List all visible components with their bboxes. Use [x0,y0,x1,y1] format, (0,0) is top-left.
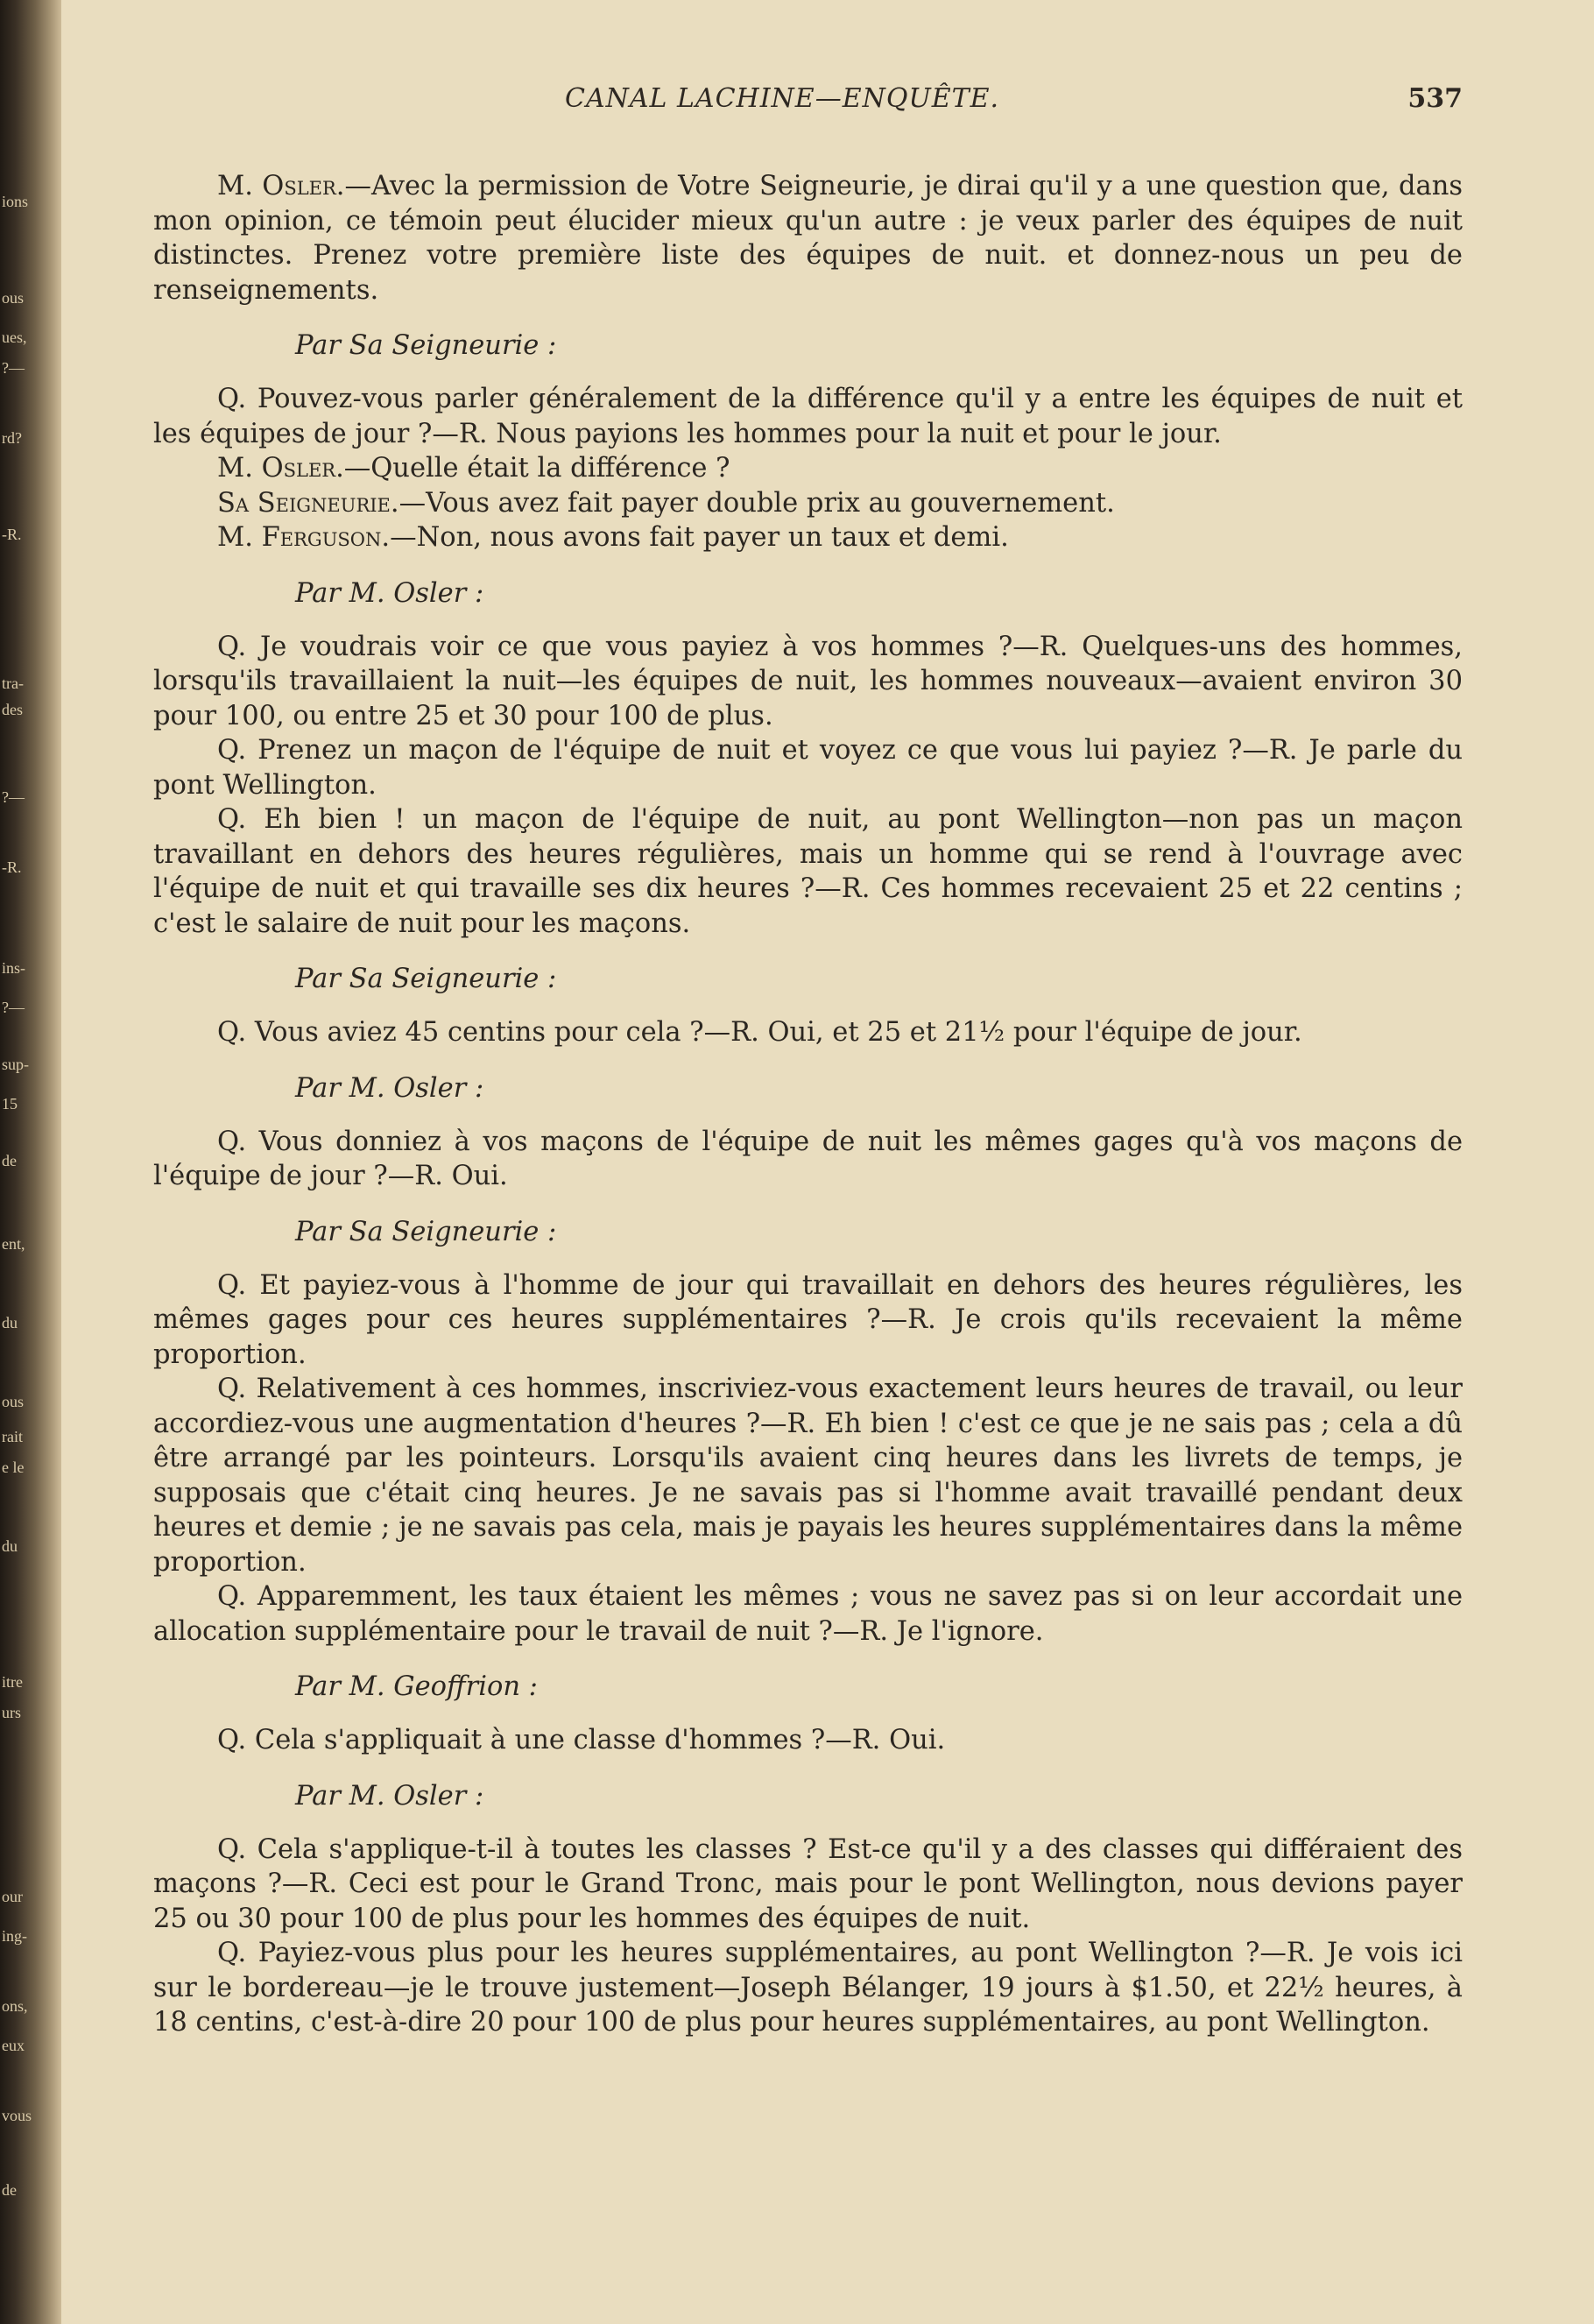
margin-fragment: ons, [2,1997,28,2015]
margin-fragment: ous [2,1393,25,1410]
margin-fragment: urs [2,1704,21,1721]
testimony-paragraph [153,1125,1463,1194]
margin-fragment: ions [2,193,29,210]
margin-fragment: ent, [2,1235,25,1253]
margin-fragment: des [2,701,23,718]
paragraph-text: Q. Cela s'applique-t-il à toutes les classes ? Est-ce qu'il y a des classes qui différaient des maçons ?—R. Ceci est pour le Grand Tronc, mais pour le pont Wellington, nous devions payer 25 ou 30 pour 100 de plus pour les hommes des équipes de nuit. [153,1833,1463,1934]
speaker-name: M. Osler. [217,453,344,484]
margin-fragment: ?— [2,999,25,1016]
paragraph-text: Q. Et payiez-vous à l'homme de jour qui travaillait en dehors des heures régulières, les mêmes gages pour ces heures supplémentaires ?—R. Je crois qu'ils recevaient la même proportion. [153,1269,1463,1370]
margin-fragment: ?— [2,359,25,377]
section-heading: Par M. Osler : [295,1072,484,1104]
testimony-paragraph [153,382,1463,451]
facing-page-fragments [0,0,61,2324]
paragraph-text: Q. Eh bien ! un maçon de l'équipe de nuit, au pont Wellington—non pas un maçon travaillant en dehors des heures régulières, mais un homme qui se rend à l'ouvrage avec l'équipe de nuit et qui travaille ses dix heures ?—R. Ces hommes recevaient 25 et 22 centins ; c'est le salaire de nuit pour les maçons. [153,804,1463,939]
testimony-paragraph [153,1015,1463,1050]
testimony-paragraph [153,169,1463,307]
margin-fragment: ins- [2,959,25,977]
margin-fragment: tra- [2,675,24,692]
margin-fragment: ous [2,289,25,307]
speaker-name: Sa Seigneurie. [217,487,399,519]
paragraph-text: Q. Payiez-vous plus pour les heures supplémentaires, au pont Wellington ?—R. Je vois ici sur le bordereau—je le trouve justement—Joseph Bélanger, 19 jours à $1.50, et 22½ heures, à 18 centins, c'est-à-dire 20 pour 100 de plus pour heures supplémentaires, au pont Wellington. [153,1938,1463,2038]
margin-fragment: eux [2,2037,25,2054]
margin-fragment: ues, [2,328,27,346]
paragraph-text: Q. Vous donniez à vos maçons de l'équipe de nuit les mêmes gages qu'à vos maçons de l'équipe de jour ?—R. Oui. [153,1126,1463,1191]
paragraph-text: Q. Prenez un maçon de l'équipe de nuit et voyez ce que vous lui payiez ?—R. Je parle du pont Wellington. [153,735,1463,801]
margin-fragment: -R. [2,858,22,876]
margin-fragment: ?— [2,788,25,806]
testimony-paragraph [153,1936,1463,2040]
testimony-paragraph [153,1268,1463,1373]
paragraph-text: —Quelle était la différence ? [343,453,730,484]
margin-fragment: de [2,1152,17,1169]
section-heading: Par Sa Seigneurie : [295,1216,557,1247]
testimony-paragraph [153,520,1463,555]
margin-fragment: itre [2,1673,23,1691]
paragraph-text: Q. Cela s'appliquait à une classe d'hommes ?—R. Oui. [217,1725,946,1755]
margin-fragment: rait [2,1428,23,1445]
testimony-paragraph [153,630,1463,734]
section-heading: Par Sa Seigneurie : [295,330,557,361]
testimony-paragraph [153,733,1463,802]
testimony-paragraph [153,451,1463,486]
margin-fragment: our [2,1888,23,1905]
page-body [153,169,1463,2040]
margin-fragment: rd? [2,429,22,447]
margin-fragment: vous [2,2107,32,2124]
section-heading: Par M. Geoffrion : [295,1671,538,1702]
page-header [153,83,1463,136]
margin-fragment: ing- [2,1927,27,1945]
paragraph-text: —Non, nous avons fait payer un taux et demi. [390,522,1009,553]
testimony-paragraph [153,1833,1463,1937]
speaker-name: M. Osler. [217,171,345,201]
testimony-paragraph [153,1723,1463,1758]
paragraph-text: Q. Apparemment, les taux étaient les mêmes ; vous ne savez pas si on leur accordait une allocation supplémentaire pour le travail de nuit ?—R. Je l'ignore. [153,1581,1463,1647]
testimony-paragraph [153,802,1463,941]
margin-fragment: de [2,2181,17,2199]
running-title: CANAL LACHINE—ENQUÊTE. [565,83,1000,114]
margin-fragment: sup- [2,1056,29,1073]
margin-fragment: du [2,1314,18,1332]
section-heading: Par M. Osler : [295,577,484,609]
margin-fragment: du [2,1537,18,1555]
testimony-paragraph [153,1579,1463,1649]
paragraph-text: Q. Vous aviez 45 centins pour cela ?—R. Oui, et 25 et 21½ pour l'équipe de jour. [217,1017,1302,1048]
paragraph-text: —Avec la permission de Votre Seigneurie, je dirai qu'il y a une question que, dans mon opinion, ce témoin peut élucider mieux qu'un autre : je veux parler des équipes de nuit distinctes. Prenez votre première liste des équipes de nuit. et donnez-nous un peu de renseignements. [153,171,1463,306]
paragraph-text: Q. Je voudrais voir ce que vous payiez à vos hommes ?—R. Quelques-uns des hommes, lorsqu'ils travaillaient la nuit—les équipes de nuit, les hommes nouveaux—avaient environ 30 pour 100, ou entre 25 et 30 pour 100 de plus. [153,631,1463,731]
speaker-name: M. Ferguson. [217,522,391,553]
margin-fragment: -R. [2,526,22,543]
testimony-paragraph [153,486,1463,521]
book-page [153,83,1463,2040]
paragraph-text: Q. Pouvez-vous parler généralement de la différence qu'il y a entre les équipes de nuit et les équipes de jour ?—R. Nous payions les hommes pour la nuit et pour le jour. [153,384,1463,449]
page-number: 537 [1407,83,1463,114]
section-heading: Par M. Osler : [295,1780,484,1812]
paragraph-text: —Vous avez fait payer double prix au gouvernement. [398,487,1115,519]
margin-fragment: 15 [2,1095,18,1113]
paragraph-text: Q. Relativement à ces hommes, inscriviez-vous exactement leurs heures de travail, ou leur accordiez-vous une augmentation d'heures ?—R. Eh bien ! c'est ce que je ne sais pas ; cela a dû être arrangé par les pointeurs. Lorsqu'ils avaient cinq heures dans les livrets de temps, je supposais que c'était cinq heures. Je ne savais pas si l'homme avait travaillé pendant deux heures et demie ; je ne savais pas cela, mais je payais les heures supplémentaires dans la même proportion. [153,1374,1463,1578]
testimony-paragraph [153,1372,1463,1579]
margin-fragment: e le [2,1459,25,1476]
section-heading: Par Sa Seigneurie : [295,964,557,994]
